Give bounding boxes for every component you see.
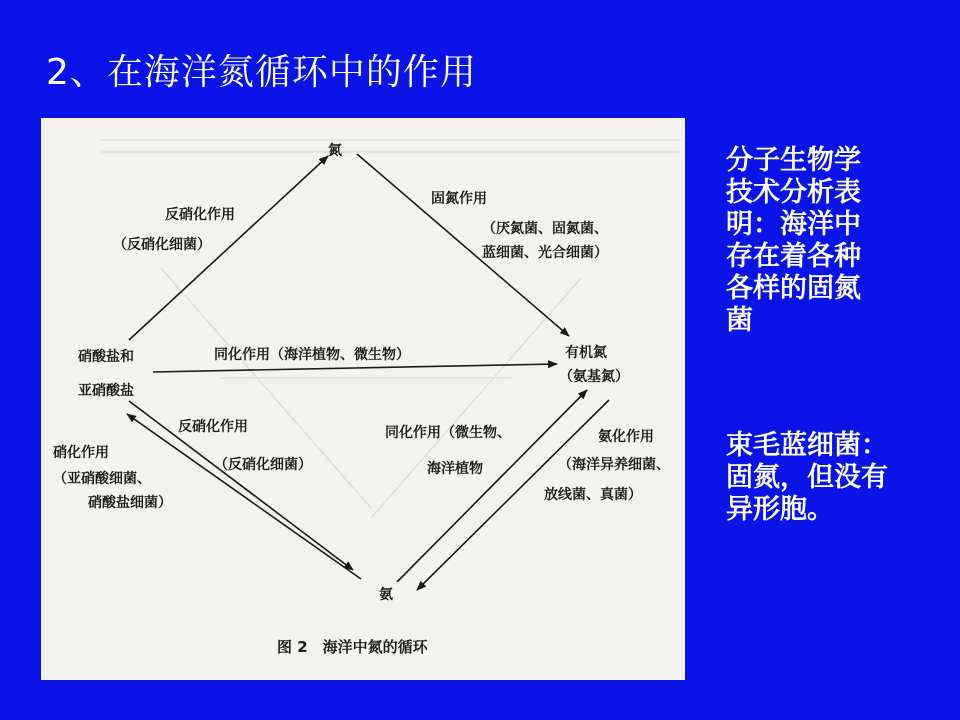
nitrogen-cycle-arrows [41, 118, 685, 680]
node-ammonia: 氨 [379, 587, 393, 603]
label-denitrification-lower-1: 反硝化作用 [178, 419, 248, 435]
label-denitrification-lower-2: （反硝化细菌） [214, 457, 312, 473]
label-assimilation-lower-1: 同化作用（微生物、 [385, 425, 511, 441]
nitrogen-cycle-figure [41, 118, 685, 680]
label-ammonification-2: （海洋异养细菌、 [558, 457, 670, 473]
node-nitrate-2: 亚硝酸盐 [78, 383, 134, 399]
arrow-assimilation-top [153, 364, 557, 372]
side-line: 存在着各种 [726, 241, 861, 272]
side-line: 技术分析表 [726, 177, 861, 208]
node-nitrogen: 氮 [328, 143, 342, 159]
node-nitrate-1: 硝酸盐和 [78, 349, 134, 365]
label-ammonification-1: 氨化作用 [598, 429, 654, 445]
side-paragraph-molecular [726, 145, 861, 337]
side-line: 异形胞。 [726, 494, 834, 525]
label-nitrogen-fixation-2: （厌氮菌、固氮菌、 [482, 221, 608, 237]
side-line: 各样的固氮 [726, 273, 861, 304]
label-denitrification-upper-1: 反硝化作用 [165, 207, 235, 223]
label-nitrogen-fixation-1: 固氮作用 [431, 191, 487, 207]
label-ammonification-3: 放线菌、真菌） [544, 487, 642, 503]
figure-caption: 图 2 海洋中氮的循环 [277, 638, 428, 656]
side-line: 菌 [726, 305, 753, 336]
side-line: 明：海洋中 [726, 209, 861, 240]
label-nitrification-3: 硝酸盐细菌） [88, 495, 172, 511]
side-line: 分子生物学 [726, 145, 861, 176]
side-line: 固氮，但没有 [726, 462, 888, 493]
label-denitrification-upper-2: （反硝化细菌） [113, 237, 211, 253]
slide-title: 2、在海洋氮循环中的作用 [46, 52, 477, 93]
node-organic-nitrogen-2: （氨基氮） [559, 369, 629, 385]
label-nitrification-1: 硝化作用 [53, 445, 109, 461]
label-nitrogen-fixation-3: 蓝细菌、光合细菌） [482, 245, 608, 261]
node-organic-nitrogen-1: 有机氮 [565, 345, 607, 361]
label-assimilation-lower-2: 海洋植物 [427, 461, 483, 477]
label-nitrification-2: （亚硝酸细菌、 [53, 471, 151, 487]
side-paragraph-trichodesmium [726, 430, 888, 526]
label-assimilation-top: 同化作用（海洋植物、微生物） [214, 347, 410, 363]
side-line: 束毛蓝细菌： [726, 430, 888, 461]
